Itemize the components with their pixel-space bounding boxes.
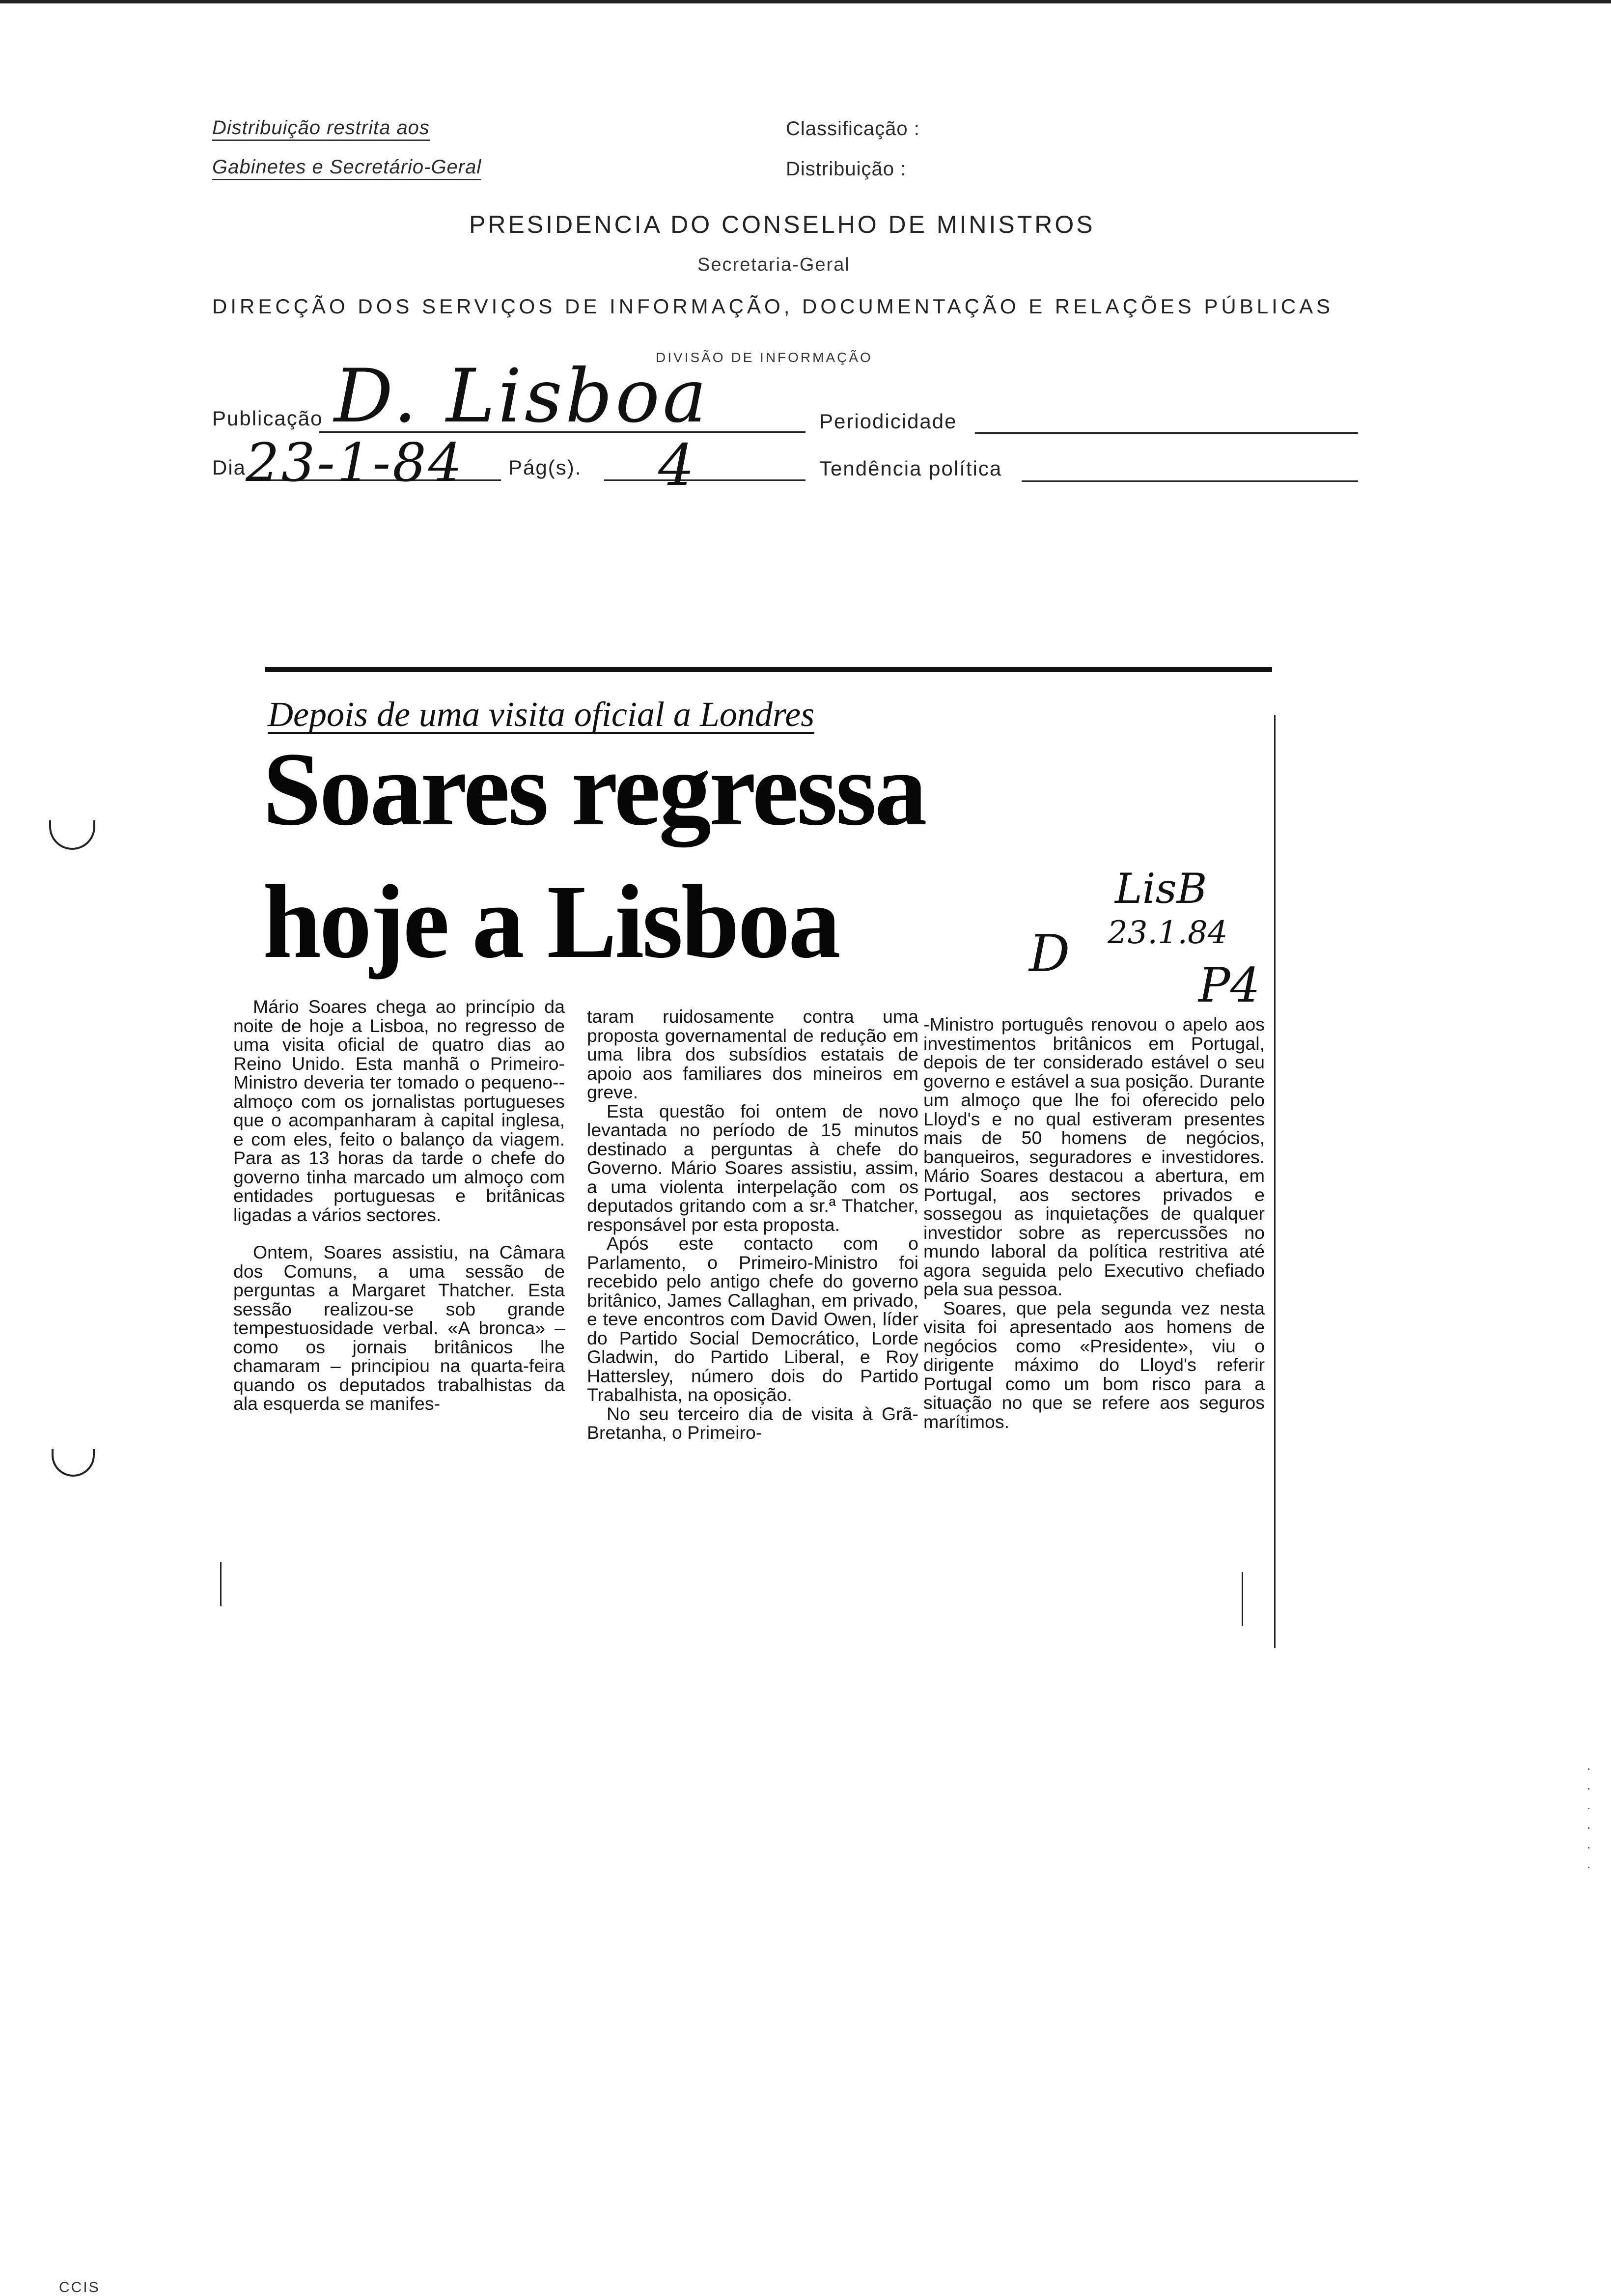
classification-label: Classificação : (786, 118, 920, 140)
tendency-label: Tendência política (819, 457, 1002, 480)
article-column-2 (587, 1007, 918, 1442)
distribution-label: Distribuição : (786, 158, 907, 180)
column-1-paragraph-2: Ontem, Soares assistiu, na Câmara dos Comuns, a uma sessão de perguntas a Margaret Thatcher. Esta sessão realizou-se sob grande tempestuosidade verbal. «A bronca» – como os jornais britânicos lhe chamaram – principiou na quarta-feira quando os deputados trabalhistas da ala esquerda se manifes- (233, 1242, 565, 1414)
publication-handwritten: D. Lisboa (334, 354, 710, 439)
day-handwritten: 23-1-84 (246, 432, 464, 494)
headline-line-2: hoje a Lisboa (263, 864, 839, 980)
tendency-line (1022, 480, 1358, 482)
column-3-paragraph-2: Soares, que pela segunda vez nesta visita foi apresentado aos homens de negócios como «Presidente», viu o dirigente máximo do Lloyd's referir Portugal como um bom risco para a situação no que se refere aos seguros marítimos. (923, 1297, 1265, 1432)
scan-top-border (0, 0, 1611, 3)
pages-handwritten: 4 (658, 432, 694, 499)
margin-mark-upper (49, 820, 95, 850)
handwritten-note-page: P4 (1198, 958, 1260, 1013)
corner-mark: CCIS (59, 2279, 100, 2296)
headline-line-1: Soares regressa (263, 731, 925, 847)
column-3-paragraph-1: -Ministro português renovou o apelo aos investimentos britânicos em Portugal, depois de ter considerado estável o seu governo e estável a sua posição. Durante um almoço que lhe foi oferecido pelo Lloyd's e no qual estiveram presentes mais de 50 homens de negócios, banqueiros, seguradores e investidores. Mário Soares destacou a abertura, em Portugal, aos sectores privados e sossegou as inquietações de qualquer investidor sobre as repercussões no mundo laboral da política restritiva até agora seguida pelo Executivo chefiado pela sua pessoa. (923, 1014, 1265, 1299)
periodicity-label: Periodicidade (819, 410, 957, 433)
secretariat-subtitle: Secretaria-Geral (697, 254, 850, 275)
pages-line (604, 479, 806, 481)
column-2-paragraph-3: Após este contacto com o Parlamento, o Primeiro-Ministro foi recebido pelo antigo chefe do governo britânico, James Callaghan, em privado, e teve encontros com David Owen, líder do Partido Social Democrático, Lorde Gladwin, do Partido Liberal, e Roy Hattersley, número dois do Partido Trabalhista, na oposição. (587, 1233, 918, 1405)
handwritten-note-d: D (1029, 924, 1070, 983)
periodicity-line (975, 432, 1358, 434)
margin-mark-lower (52, 1449, 95, 1477)
publication-label: Publicação (212, 407, 323, 430)
handwritten-note-lisb: LisB (1115, 865, 1207, 913)
clipping-top-rule (265, 667, 1272, 672)
scan-dots: · · · · · · (1586, 1761, 1591, 1874)
restricted-line-2: Gabinetes e Secretário-Geral (212, 156, 481, 178)
restricted-line-1: Distribuição restrita aos (212, 117, 430, 139)
pages-label: Pág(s). (508, 456, 582, 479)
column-2-paragraph-1: taram ruidosamente contra uma proposta governamental de redução em uma libra dos subsídios estatais de apoio aos familiares dos mineiros em greve. (587, 1006, 918, 1102)
day-label: Dia (212, 456, 247, 479)
article-column-3 (923, 1015, 1265, 1431)
clipping-right-rule (1274, 715, 1276, 1648)
clipping-left-rule (220, 1562, 222, 1606)
column-1-paragraph-1: Mário Soares chega ao princípio da noite de hoje a Lisboa, no regresso de uma visita oficial de quatro dias ao Reino Unido. Esta manhã o Primeiro-Ministro deveria ter tomado o pequeno--almoço com os jornalistas portugueses que o acompanharam à capital inglesa, e com eles, feito o balanço da viagem. Para as 13 horas da tarde o chefe do governo tinha marcado um almoço com entidades portuguesas e britânicas ligadas a vários sectores. (233, 996, 565, 1225)
article-kicker: Depois de uma visita oficial a Londres (268, 695, 815, 734)
clipping-inner-rule (1242, 1572, 1243, 1626)
handwritten-note-date: 23.1.84 (1108, 915, 1228, 951)
article-column-1 (233, 997, 565, 1413)
column-2-paragraph-2: Esta questão foi ontem de novo levantada no período de 15 minutos destinado a perguntas à chefe do Governo. Mário Soares assistiu, assim, a uma violenta interpelação com os deputados gritando com a sr.ª Thatcher, responsável por esta proposta. (587, 1100, 918, 1235)
directorate-title: DIRECÇÃO DOS SERVIÇOS DE INFORMAÇÃO, DOCUMENTAÇÃO E RELAÇÕES PÚBLICAS (212, 295, 1334, 318)
presidency-title: PRESIDENCIA DO CONSELHO DE MINISTROS (469, 211, 1095, 238)
division-title: DIVISÃO DE INFORMAÇÃO (656, 350, 873, 365)
column-2-paragraph-4: No seu terceiro dia de visita à Grã-Bretanha, o Primeiro- (587, 1403, 918, 1443)
